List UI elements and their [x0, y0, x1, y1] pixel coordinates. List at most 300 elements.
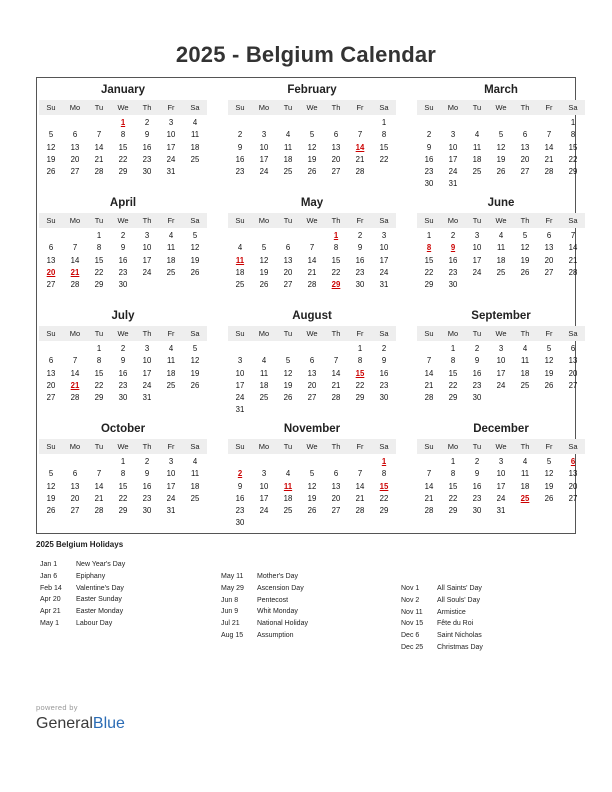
day-cell: 2 [474, 344, 480, 353]
day-cell: 30 [118, 393, 128, 403]
month-december [417, 421, 585, 517]
holiday-item [40, 618, 125, 630]
day-cell: 27 [70, 506, 80, 516]
holiday-item [401, 583, 483, 595]
holiday-name: Labour Day [76, 619, 113, 627]
holiday-name: Armistice [437, 608, 466, 616]
day-cell: 26 [259, 280, 269, 290]
day-cell: 29 [424, 280, 434, 290]
weekday-label: We [117, 329, 129, 338]
day-cell: 13 [70, 142, 80, 152]
holiday-day-cell: 25 [520, 493, 530, 503]
day-cell: 8 [96, 243, 102, 253]
day-cell: 5 [285, 356, 291, 366]
weekday-header [228, 100, 396, 115]
day-cell: 3 [237, 356, 243, 366]
empty-cell [87, 117, 111, 129]
day-cell: 5 [546, 457, 552, 466]
weekday-label: Mo [447, 442, 459, 451]
day-grid [417, 230, 585, 291]
weekday-label: Mo [258, 329, 270, 338]
day-cell: 14 [70, 255, 80, 265]
empty-cell [324, 117, 348, 129]
holiday-name: Fête du Roi [437, 620, 474, 628]
weekday-label: Th [331, 329, 341, 338]
weekday-label: Fr [545, 329, 553, 338]
day-cell: 17 [496, 481, 506, 491]
weekday-label: Mo [258, 442, 270, 451]
day-cell: 7 [357, 130, 363, 140]
day-cell: 16 [355, 255, 365, 265]
day-cell: 18 [190, 481, 200, 491]
day-cell: 12 [307, 142, 317, 152]
day-cell: 30 [424, 179, 434, 189]
day-cell: 26 [46, 167, 56, 177]
month-february [228, 82, 396, 178]
weekday-label: Th [142, 442, 152, 451]
day-cell: 8 [96, 356, 102, 366]
day-cell: 12 [46, 481, 56, 491]
day-cell: 15 [424, 255, 434, 265]
day-cell: 8 [120, 130, 126, 140]
day-cell: 15 [94, 368, 104, 378]
day-cell: 20 [520, 154, 530, 164]
day-cell: 14 [424, 368, 434, 378]
holiday-item [401, 630, 483, 642]
empty-cell [39, 456, 63, 468]
empty-cell [39, 343, 63, 355]
day-cell: 17 [142, 368, 152, 378]
weekday-label: Th [331, 103, 341, 112]
day-cell: 2 [120, 344, 126, 353]
day-grid [417, 117, 585, 191]
day-cell: 28 [70, 280, 80, 290]
day-cell: 28 [544, 167, 554, 177]
day-cell: 9 [237, 142, 243, 152]
holiday-date: Jun 9 [221, 608, 239, 616]
day-cell: 3 [261, 469, 267, 479]
empty-cell [63, 343, 87, 355]
calendar-grid [36, 77, 576, 534]
day-cell: 25 [190, 493, 200, 503]
day-cell: 20 [331, 493, 341, 503]
weekday-label: Su [235, 442, 245, 451]
day-cell: 23 [355, 267, 365, 277]
day-cell: 1 [381, 118, 387, 127]
day-cell: 1 [450, 457, 456, 466]
empty-cell [39, 230, 63, 242]
day-cell: 4 [285, 469, 291, 479]
holiday-item [401, 595, 483, 607]
weekday-label: Fr [167, 329, 175, 338]
empty-cell [300, 343, 324, 355]
day-cell: 1 [450, 344, 456, 353]
day-cell: 6 [285, 243, 291, 253]
day-cell: 4 [261, 356, 267, 366]
day-cell: 30 [379, 393, 389, 403]
weekday-label: Mo [69, 329, 81, 338]
weekday-label: Th [142, 216, 152, 225]
day-cell: 12 [544, 469, 554, 479]
empty-cell [513, 117, 537, 129]
day-cell: 6 [333, 469, 339, 479]
holiday-item [221, 606, 308, 618]
day-cell: 7 [96, 469, 102, 479]
holiday-date: Jul 21 [221, 620, 240, 628]
brand-blue: Blue [92, 715, 125, 732]
month-august [228, 308, 396, 417]
day-cell: 2 [381, 344, 387, 353]
day-cell: 12 [259, 255, 269, 265]
day-cell: 9 [144, 130, 150, 140]
day-cell: 2 [426, 130, 432, 140]
day-cell: 19 [190, 255, 200, 265]
weekday-label: Su [235, 103, 245, 112]
weekday-label: We [495, 329, 507, 338]
day-cell: 4 [168, 344, 174, 353]
day-cell: 24 [379, 267, 389, 277]
month-july [39, 308, 207, 404]
day-cell: 10 [166, 469, 176, 479]
day-cell: 28 [424, 393, 434, 403]
weekday-label: Su [424, 103, 434, 112]
day-cell: 10 [379, 243, 389, 253]
month-name: January [100, 84, 146, 96]
weekday-label: Su [424, 329, 434, 338]
empty-cell [228, 456, 252, 468]
empty-cell [228, 117, 252, 129]
day-cell: 15 [331, 255, 341, 265]
day-cell: 19 [307, 154, 317, 164]
day-cell: 5 [192, 231, 198, 240]
day-cell: 27 [307, 393, 317, 403]
weekday-header [417, 100, 585, 115]
day-cell: 13 [307, 368, 317, 378]
weekday-label: Sa [379, 216, 389, 225]
weekday-label: Fr [167, 103, 175, 112]
weekday-label: Th [520, 216, 530, 225]
day-cell: 13 [520, 142, 530, 152]
day-cell: 22 [379, 493, 389, 503]
day-cell: 17 [166, 142, 176, 152]
weekday-label: Su [235, 329, 245, 338]
holiday-day-cell: 15 [379, 481, 389, 491]
day-cell: 11 [496, 243, 506, 253]
day-cell: 18 [283, 154, 293, 164]
day-cell: 23 [118, 267, 128, 277]
day-cell: 13 [568, 356, 578, 366]
day-cell: 20 [331, 154, 341, 164]
day-cell: 16 [448, 255, 458, 265]
day-cell: 9 [426, 142, 432, 152]
day-cell: 11 [472, 142, 482, 152]
day-cell: 10 [259, 481, 269, 491]
day-cell: 2 [144, 118, 150, 127]
day-cell: 27 [283, 280, 293, 290]
day-grid [39, 343, 207, 404]
holiday-name: Epiphany [76, 572, 106, 580]
day-cell: 2 [120, 231, 126, 240]
day-cell: 27 [331, 506, 341, 516]
holiday-date: Feb 14 [40, 584, 62, 592]
day-cell: 7 [72, 356, 78, 366]
day-cell: 9 [144, 469, 150, 479]
day-cell: 24 [142, 267, 152, 277]
empty-cell [324, 456, 348, 468]
weekday-label: Fr [356, 216, 364, 225]
empty-cell [348, 117, 372, 129]
day-cell: 22 [568, 154, 578, 164]
month-name: July [111, 310, 135, 322]
day-cell: 18 [190, 142, 200, 152]
day-cell: 18 [472, 154, 482, 164]
day-cell: 18 [283, 493, 293, 503]
day-cell: 2 [474, 457, 480, 466]
empty-cell [276, 343, 300, 355]
day-cell: 29 [118, 167, 128, 177]
day-cell: 21 [355, 493, 365, 503]
day-cell: 13 [70, 481, 80, 491]
day-cell: 14 [568, 243, 578, 253]
holiday-date: Jan 6 [40, 572, 58, 580]
day-cell: 7 [426, 356, 432, 366]
day-cell: 27 [568, 493, 578, 503]
day-cell: 24 [472, 267, 482, 277]
day-cell: 17 [379, 255, 389, 265]
holiday-day-cell: 1 [333, 231, 339, 240]
day-cell: 17 [259, 493, 269, 503]
month-name: September [471, 310, 531, 322]
holiday-item [401, 607, 483, 619]
day-cell: 6 [570, 344, 576, 353]
day-cell: 27 [568, 380, 578, 390]
day-cell: 8 [450, 469, 456, 479]
weekday-label: Su [46, 103, 56, 112]
holiday-day-cell: 1 [120, 118, 126, 127]
day-cell: 10 [472, 243, 482, 253]
day-cell: 30 [142, 167, 152, 177]
weekday-label: Fr [356, 442, 364, 451]
day-cell: 14 [94, 142, 104, 152]
day-cell: 5 [309, 130, 315, 140]
day-cell: 19 [46, 493, 56, 503]
day-cell: 27 [46, 393, 56, 403]
holiday-date: Jan 1 [40, 561, 58, 568]
weekday-label: Tu [472, 216, 482, 225]
day-cell: 17 [235, 380, 245, 390]
day-cell: 12 [496, 142, 506, 152]
holiday-date: Dec 25 [401, 643, 424, 651]
holiday-day-cell: 11 [235, 255, 245, 265]
day-cell: 22 [94, 267, 104, 277]
day-cell: 3 [144, 344, 150, 353]
weekday-label: Sa [190, 216, 200, 225]
day-cell: 5 [522, 231, 528, 240]
weekday-label: Tu [94, 442, 104, 451]
day-cell: 14 [94, 481, 104, 491]
weekday-label: Mo [258, 103, 270, 112]
day-cell: 1 [96, 344, 102, 353]
weekday-label: Su [424, 442, 434, 451]
day-cell: 28 [355, 167, 365, 177]
empty-cell [537, 117, 561, 129]
day-cell: 19 [307, 493, 317, 503]
day-cell: 1 [120, 457, 126, 466]
day-cell: 27 [46, 280, 56, 290]
month-name: February [287, 84, 337, 96]
day-cell: 11 [520, 356, 530, 366]
day-cell: 30 [355, 280, 365, 290]
day-cell: 9 [381, 356, 387, 366]
day-cell: 11 [190, 469, 200, 479]
weekday-label: Mo [69, 442, 81, 451]
weekday-label: Fr [356, 329, 364, 338]
weekday-label: Mo [447, 103, 459, 112]
day-cell: 26 [283, 393, 293, 403]
day-cell: 9 [474, 469, 480, 479]
day-cell: 23 [379, 380, 389, 390]
day-cell: 3 [381, 231, 387, 240]
holiday-date: Aug 15 [221, 631, 244, 639]
day-cell: 31 [166, 506, 176, 516]
holiday-name: Valentine's Day [76, 584, 124, 592]
day-cell: 29 [448, 506, 458, 516]
weekday-label: We [495, 103, 507, 112]
month-june [417, 195, 585, 291]
day-cell: 22 [355, 380, 365, 390]
month-september [417, 308, 585, 404]
holiday-date: Apr 20 [40, 596, 61, 604]
day-cell: 8 [450, 356, 456, 366]
day-cell: 17 [142, 255, 152, 265]
day-cell: 6 [333, 130, 339, 140]
holiday-name: National Holiday [257, 620, 308, 628]
holiday-item [221, 630, 308, 642]
day-cell: 22 [379, 154, 389, 164]
holiday-day-cell: 6 [570, 457, 576, 466]
generalblue-logo[interactable] [36, 715, 125, 733]
day-cell: 16 [472, 368, 482, 378]
day-cell: 23 [118, 380, 128, 390]
day-cell: 1 [570, 118, 576, 127]
weekday-label: Sa [190, 329, 200, 338]
empty-cell [63, 117, 87, 129]
holiday-day-cell: 15 [355, 368, 365, 378]
day-cell: 10 [448, 142, 458, 152]
holiday-item [221, 618, 308, 630]
empty-cell [276, 117, 300, 129]
weekday-label: We [495, 216, 507, 225]
day-cell: 11 [283, 142, 293, 152]
weekday-label: Mo [69, 216, 81, 225]
day-cell: 9 [237, 481, 243, 491]
day-cell: 24 [259, 167, 269, 177]
day-cell: 16 [235, 493, 245, 503]
day-cell: 28 [307, 280, 317, 290]
weekday-label: We [306, 329, 318, 338]
day-grid [417, 343, 585, 404]
day-grid [228, 117, 396, 178]
day-cell: 10 [142, 243, 152, 253]
weekday-label: Th [520, 329, 530, 338]
day-cell: 21 [94, 493, 104, 503]
day-cell: 12 [307, 481, 317, 491]
day-cell: 12 [544, 356, 554, 366]
day-grid [417, 456, 585, 517]
day-grid [39, 117, 207, 178]
holiday-day-cell: 29 [331, 280, 341, 290]
day-cell: 28 [94, 167, 104, 177]
day-cell: 29 [355, 393, 365, 403]
weekday-label: We [306, 442, 318, 451]
day-cell: 23 [472, 380, 482, 390]
day-cell: 19 [46, 154, 56, 164]
day-cell: 18 [235, 267, 245, 277]
weekday-label: Th [331, 442, 341, 451]
day-cell: 26 [520, 267, 530, 277]
holiday-name: Saint Nicholas [437, 632, 482, 640]
day-cell: 26 [46, 506, 56, 516]
day-cell: 8 [333, 243, 339, 253]
day-cell: 13 [283, 255, 293, 265]
day-cell: 26 [496, 167, 506, 177]
day-cell: 21 [424, 493, 434, 503]
day-cell: 24 [235, 393, 245, 403]
weekday-label: Th [142, 103, 152, 112]
empty-cell [63, 456, 87, 468]
day-cell: 2 [237, 130, 243, 140]
month-november [228, 421, 396, 530]
day-cell: 5 [261, 243, 267, 253]
day-cell: 17 [259, 154, 269, 164]
day-cell: 26 [307, 506, 317, 516]
weekday-label: Tu [472, 329, 482, 338]
day-cell: 4 [168, 231, 174, 240]
weekday-label: Fr [167, 216, 175, 225]
weekday-label: Tu [283, 329, 293, 338]
day-cell: 27 [70, 167, 80, 177]
day-cell: 17 [166, 481, 176, 491]
day-cell: 27 [520, 167, 530, 177]
day-cell: 16 [118, 368, 128, 378]
month-name: March [484, 84, 518, 96]
day-cell: 23 [235, 506, 245, 516]
day-cell: 27 [331, 167, 341, 177]
day-cell: 28 [331, 393, 341, 403]
day-cell: 5 [546, 344, 552, 353]
day-cell: 30 [118, 280, 128, 290]
empty-cell [252, 230, 276, 242]
weekday-label: Tu [283, 216, 293, 225]
day-cell: 29 [568, 167, 578, 177]
day-cell: 8 [381, 469, 387, 479]
day-cell: 22 [424, 267, 434, 277]
holiday-name: Whit Monday [257, 608, 298, 616]
day-cell: 25 [496, 267, 506, 277]
day-cell: 10 [142, 356, 152, 366]
weekday-header [417, 439, 585, 454]
day-cell: 7 [546, 130, 552, 140]
day-cell: 23 [142, 154, 152, 164]
day-cell: 15 [448, 481, 458, 491]
day-cell: 11 [520, 469, 530, 479]
day-cell: 9 [474, 356, 480, 366]
day-cell: 13 [568, 469, 578, 479]
day-cell: 16 [379, 368, 389, 378]
day-cell: 3 [168, 457, 174, 466]
holiday-name: Pentecost [257, 596, 289, 604]
day-cell: 22 [118, 493, 128, 503]
